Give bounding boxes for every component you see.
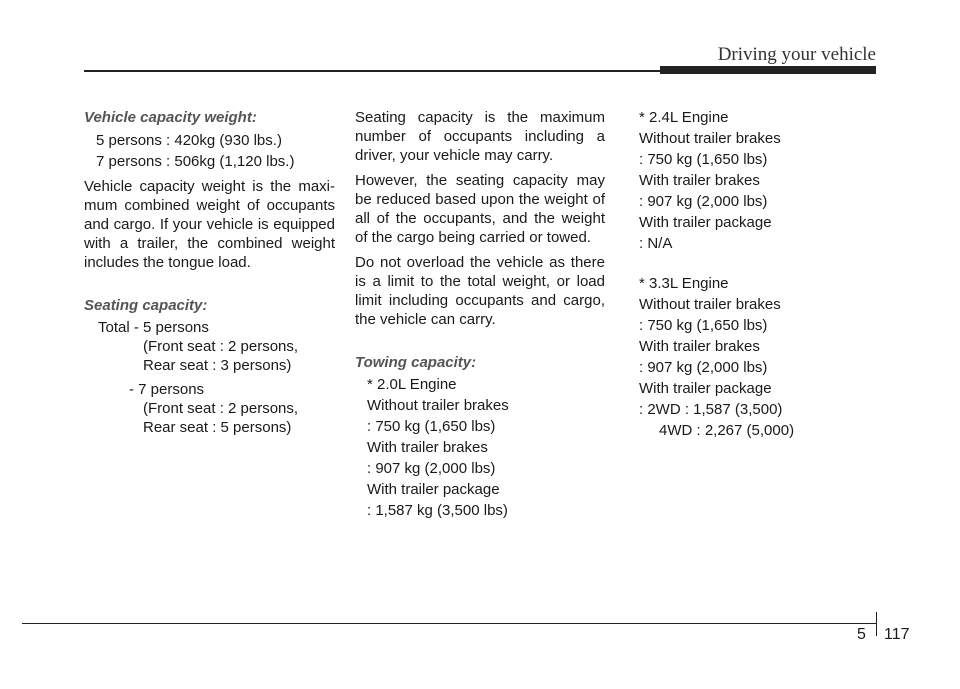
column-left bbox=[84, 108, 335, 437]
engine-24-line: : 907 kg (2,000 lbs) bbox=[639, 193, 768, 210]
section-title: Driving your vehicle bbox=[717, 44, 876, 65]
engine-24-line: : N/A bbox=[639, 235, 673, 252]
seating-total-5: Total - 5 persons bbox=[98, 319, 209, 336]
engine-33-line: 4WD : 2,267 (5,000) bbox=[659, 422, 795, 439]
column-right bbox=[639, 108, 879, 442]
seating-5-front: (Front seat : 2 persons, bbox=[143, 338, 299, 355]
capacity-weight-description: Vehicle capacity weight is the maxi-mum combined weight of occupants and cargo. If your vehicle is equipped with a trailer, the combined weight includes the tongue load. bbox=[84, 178, 335, 271]
engine-33-line: * 3.3L Engine bbox=[639, 275, 729, 292]
capacity-7-persons: 7 persons : 506kg (1,120 lbs.) bbox=[96, 153, 295, 170]
engine-20-line: * 2.0L Engine bbox=[367, 376, 457, 393]
engine-24-line: With trailer package bbox=[639, 214, 772, 231]
engine-20-line: With trailer package bbox=[367, 481, 500, 498]
engine-24-line: With trailer brakes bbox=[639, 172, 760, 189]
engine-33-line: : 907 kg (2,000 lbs) bbox=[639, 359, 768, 376]
engine-24-line: Without trailer brakes bbox=[639, 130, 781, 147]
chapter-number: 5 bbox=[857, 626, 866, 643]
engine-33-line: Without trailer brakes bbox=[639, 296, 781, 313]
seating-7-front: (Front seat : 2 persons, bbox=[143, 400, 299, 417]
towing-capacity-heading: Towing capacity: bbox=[355, 354, 477, 371]
column-middle bbox=[355, 108, 605, 522]
engine-20-line: With trailer brakes bbox=[367, 439, 488, 456]
footer-divider bbox=[876, 612, 877, 636]
seating-capacity-paragraph: Seating capacity is the maximum number of occupants including a driver, your vehicle may carry. bbox=[355, 109, 605, 164]
footer-rule bbox=[22, 623, 876, 624]
overload-warning-paragraph: Do not overload the vehicle as there is a limit to the total weight, or load limit including occupants and cargo, the vehicle can carry. bbox=[355, 254, 605, 328]
seating-7-rear: Rear seat : 5 persons) bbox=[143, 419, 292, 436]
engine-20-line: : 1,587 kg (3,500 lbs) bbox=[367, 502, 508, 519]
engine-33-line: With trailer brakes bbox=[639, 338, 760, 355]
engine-33-line: : 750 kg (1,650 lbs) bbox=[639, 317, 768, 334]
page-number: 117 bbox=[884, 626, 910, 643]
seating-5-rear: Rear seat : 3 persons) bbox=[143, 357, 292, 374]
engine-20-line: : 907 kg (2,000 lbs) bbox=[367, 460, 496, 477]
seating-7: - 7 persons bbox=[129, 381, 205, 398]
seating-reduced-paragraph: However, the seating capacity may be reduced based upon the weight of all of the occupants, and the weight of the cargo being carried or towed. bbox=[355, 172, 605, 246]
engine-20-line: : 750 kg (1,650 lbs) bbox=[367, 418, 496, 435]
capacity-5-persons: 5 persons : 420kg (930 lbs.) bbox=[96, 132, 282, 149]
header-rule-thick bbox=[660, 66, 876, 74]
header-rule-thin bbox=[84, 70, 664, 72]
engine-33-line: With trailer package bbox=[639, 380, 772, 397]
engine-20-line: Without trailer brakes bbox=[367, 397, 509, 414]
engine-24-line: : 750 kg (1,650 lbs) bbox=[639, 151, 768, 168]
engine-24-line: * 2.4L Engine bbox=[639, 109, 729, 126]
seating-capacity-heading: Seating capacity: bbox=[84, 297, 208, 314]
engine-33-line: : 2WD : 1,587 (3,500) bbox=[639, 401, 783, 418]
vehicle-capacity-weight-heading: Vehicle capacity weight: bbox=[84, 109, 257, 126]
